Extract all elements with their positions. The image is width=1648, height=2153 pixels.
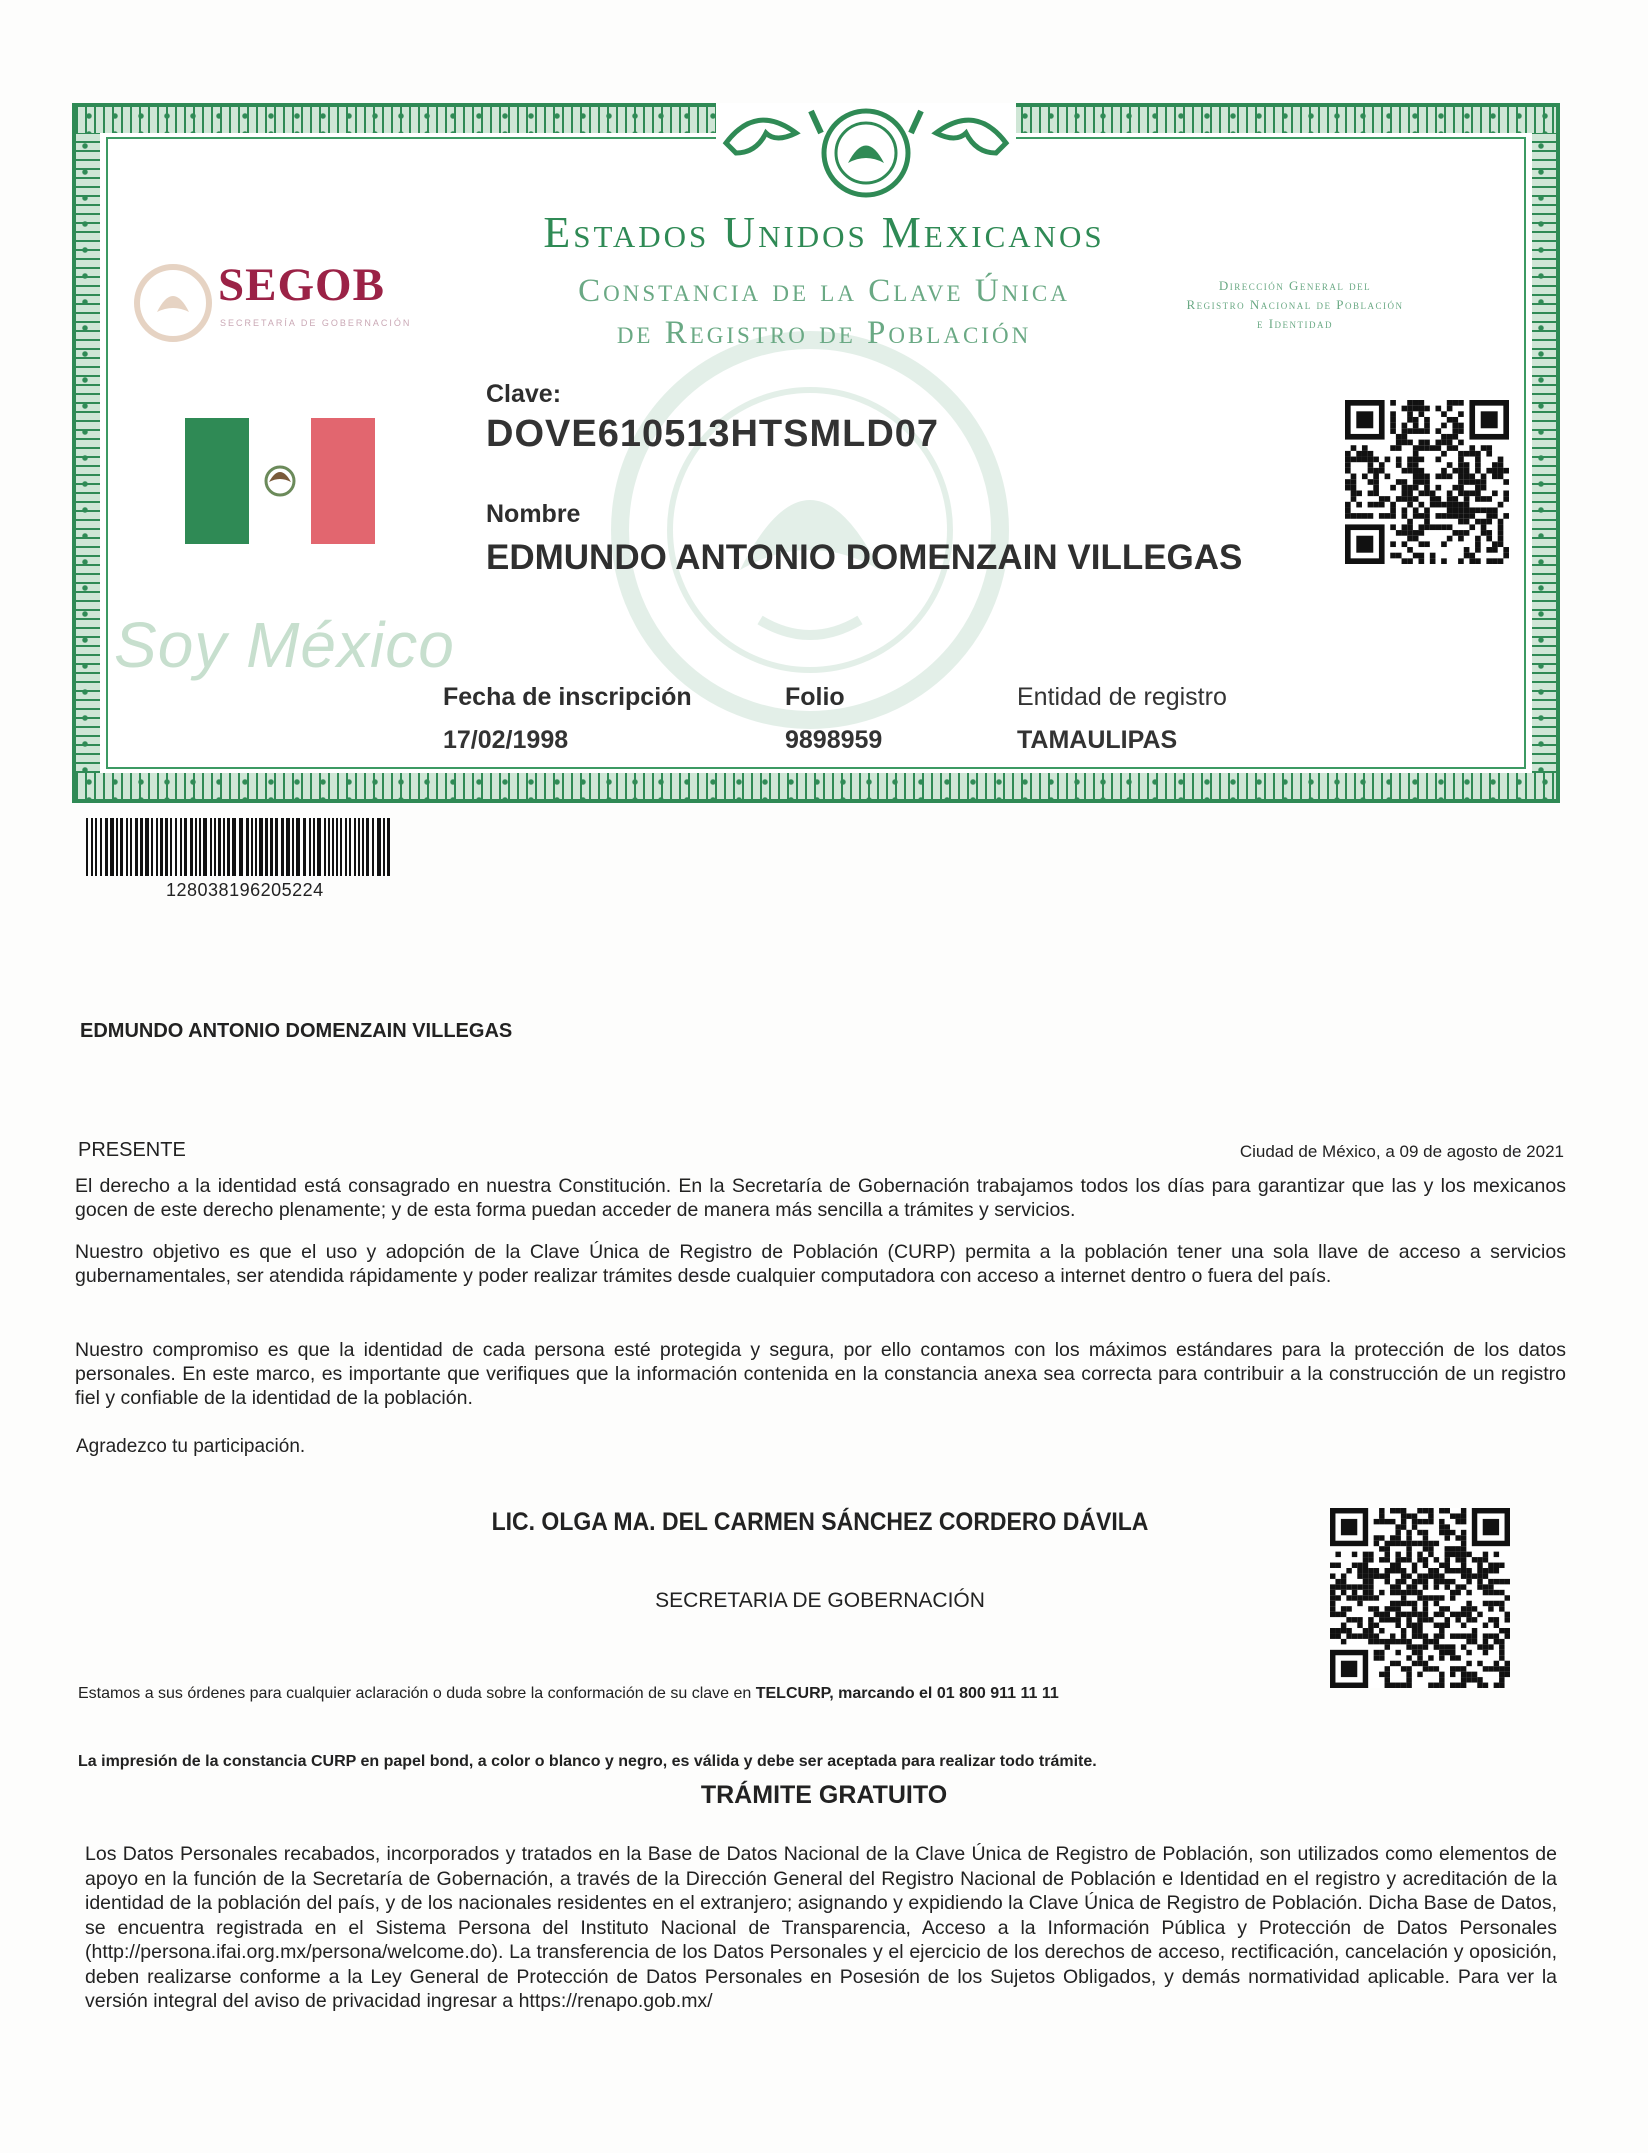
- entidad-registro-label: Entidad de registro: [1017, 683, 1227, 711]
- signer-position: SECRETARIA DE GOBERNACIÓN: [655, 1589, 985, 1612]
- segob-subtitle: SECRETARÍA DE GOBERNACIÓN: [220, 318, 412, 328]
- contact-text: Estamos a sus órdenes para cualquier aclaración o duda sobre la conformación de su clave en: [78, 1685, 756, 1702]
- segob-emblem-icon: [132, 262, 214, 344]
- folio-value: 9898959: [785, 726, 883, 754]
- barcode-number: 128038196205224: [166, 880, 324, 900]
- direction-line1: Dirección General del: [1218, 278, 1372, 293]
- clave-label: Clave:: [486, 380, 562, 408]
- fecha-inscripcion-label: Fecha de inscripción: [443, 683, 692, 711]
- document-title-line2: de Registro de Población: [616, 315, 1032, 351]
- paragraph-commitment: Nuestro compromiso es que la identidad de cada persona esté protegida y segura, por ello contamos con los máximos estándares para la protección de los datos personales. En este marco, es importante que verifiques que la información contenida en la constancia anexa sea correcta para contribuir a la construcción de un registro fiel y confiable de la identidad de la población.: [75, 1339, 1566, 1409]
- national-seal-icon: [716, 103, 1016, 199]
- direction-line3: e Identidad: [1256, 316, 1334, 331]
- fecha-inscripcion-value: 17/02/1998: [443, 726, 569, 754]
- print-validity-notice: La impresión de la constancia CURP en papel bond, a color o blanco y negro, es válida y debe ser aceptada para realizar todo trámite.: [78, 1753, 1097, 1770]
- letter-addressee: EDMUNDO ANTONIO DOMENZAIN VILLEGAS: [80, 1020, 513, 1042]
- folio-label: Folio: [785, 683, 845, 711]
- privacy-notice: Los Datos Personales recabados, incorporados y tratados en la Base de Datos Nacional de la Clave Única de Registro de Población, son utilizados como elementos de apoyo en la función de la Secretaría de Gobernación, a través de la Dirección General del Registro Nacional de Población e Identidad en el registro y acreditación de la identidad de la población del país, y de los nacionales residentes en el extranjero; asignando y expidiendo la Clave Única de Registro de Población. Dicha Base de Datos, se encuentra registrada en el Sistema Persona del Instituto Nacional de Transparencia, Acceso a la Información Pública y Protección de Datos Personales (http://persona.ifai.org.mx/persona/welcome.do). La transferencia de los Datos Personales y el ejercicio de los derechos de acceso, rectificación, cancelación y oposición, deben realizarse conforme a la Ley General de Protección de Datos Personales en Posesión de los Sujetos Obligados, y demás normatividad aplicable. Para ver la versión integral del aviso de privacidad ingresar a https://renapo.gob.mx/: [85, 1843, 1557, 2012]
- segob-logo: SEGOB: [218, 259, 385, 311]
- qr-code-icon: [1345, 400, 1509, 564]
- clave-value: DOVE610513HTSMLD07: [486, 413, 940, 455]
- entidad-registro-value: TAMAULIPAS: [1017, 726, 1178, 754]
- country-title: Estados Unidos Mexicanos: [543, 208, 1105, 257]
- border-bottom: [76, 773, 1556, 799]
- eagle-watermark-icon: [590, 330, 1030, 730]
- soy-mexico-slogan: Soy México: [114, 609, 455, 681]
- contact-line: [78, 1685, 1059, 1703]
- mexican-flag-icon: [185, 418, 375, 544]
- paragraph-identity: El derecho a la identidad está consagrado en nuestra Constitución. En la Secretaría de Gobernación trabajamos todos los días para garantizar que las y los mexicanos gocen de este derecho plenamente; y de esta forma puedan acceder de manera más sencilla a trámites y servicios.: [75, 1175, 1566, 1221]
- document-title-line1: Constancia de la Clave Única: [578, 273, 1070, 309]
- direction-line2: Registro Nacional de Población: [1186, 297, 1404, 312]
- telcurp-phone: TELCURP, marcando el 01 800 911 11 11: [755, 1685, 1059, 1702]
- place-date: Ciudad de México, a 09 de agosto de 2021: [1239, 1142, 1564, 1161]
- letter-greeting: PRESENTE: [78, 1139, 186, 1161]
- nombre-value: EDMUNDO ANTONIO DOMENZAIN VILLEGAS: [486, 538, 1243, 577]
- nombre-label: Nombre: [486, 500, 581, 528]
- thanks-line: Agradezco tu participación.: [76, 1436, 306, 1457]
- signer-name: LIC. OLGA MA. DEL CARMEN SÁNCHEZ CORDERO DÁVILA: [491, 1508, 1149, 1536]
- paragraph-objective: Nuestro objetivo es que el uso y adopción de la Clave Única de Registro de Población (CURP) permita a la población tener una sola llave de acceso a servicios gubernamentales, ser atendida rápidamente y poder realizar trámites desde cualquier computadora con acceso a internet dentro o fuera del país.: [75, 1241, 1566, 1287]
- registry-direction: [1160, 276, 1430, 333]
- signature-qr-code-icon: [1330, 1508, 1510, 1688]
- free-procedure-notice: TRÁMITE GRATUITO: [700, 1781, 948, 1809]
- barcode-icon: [86, 818, 394, 876]
